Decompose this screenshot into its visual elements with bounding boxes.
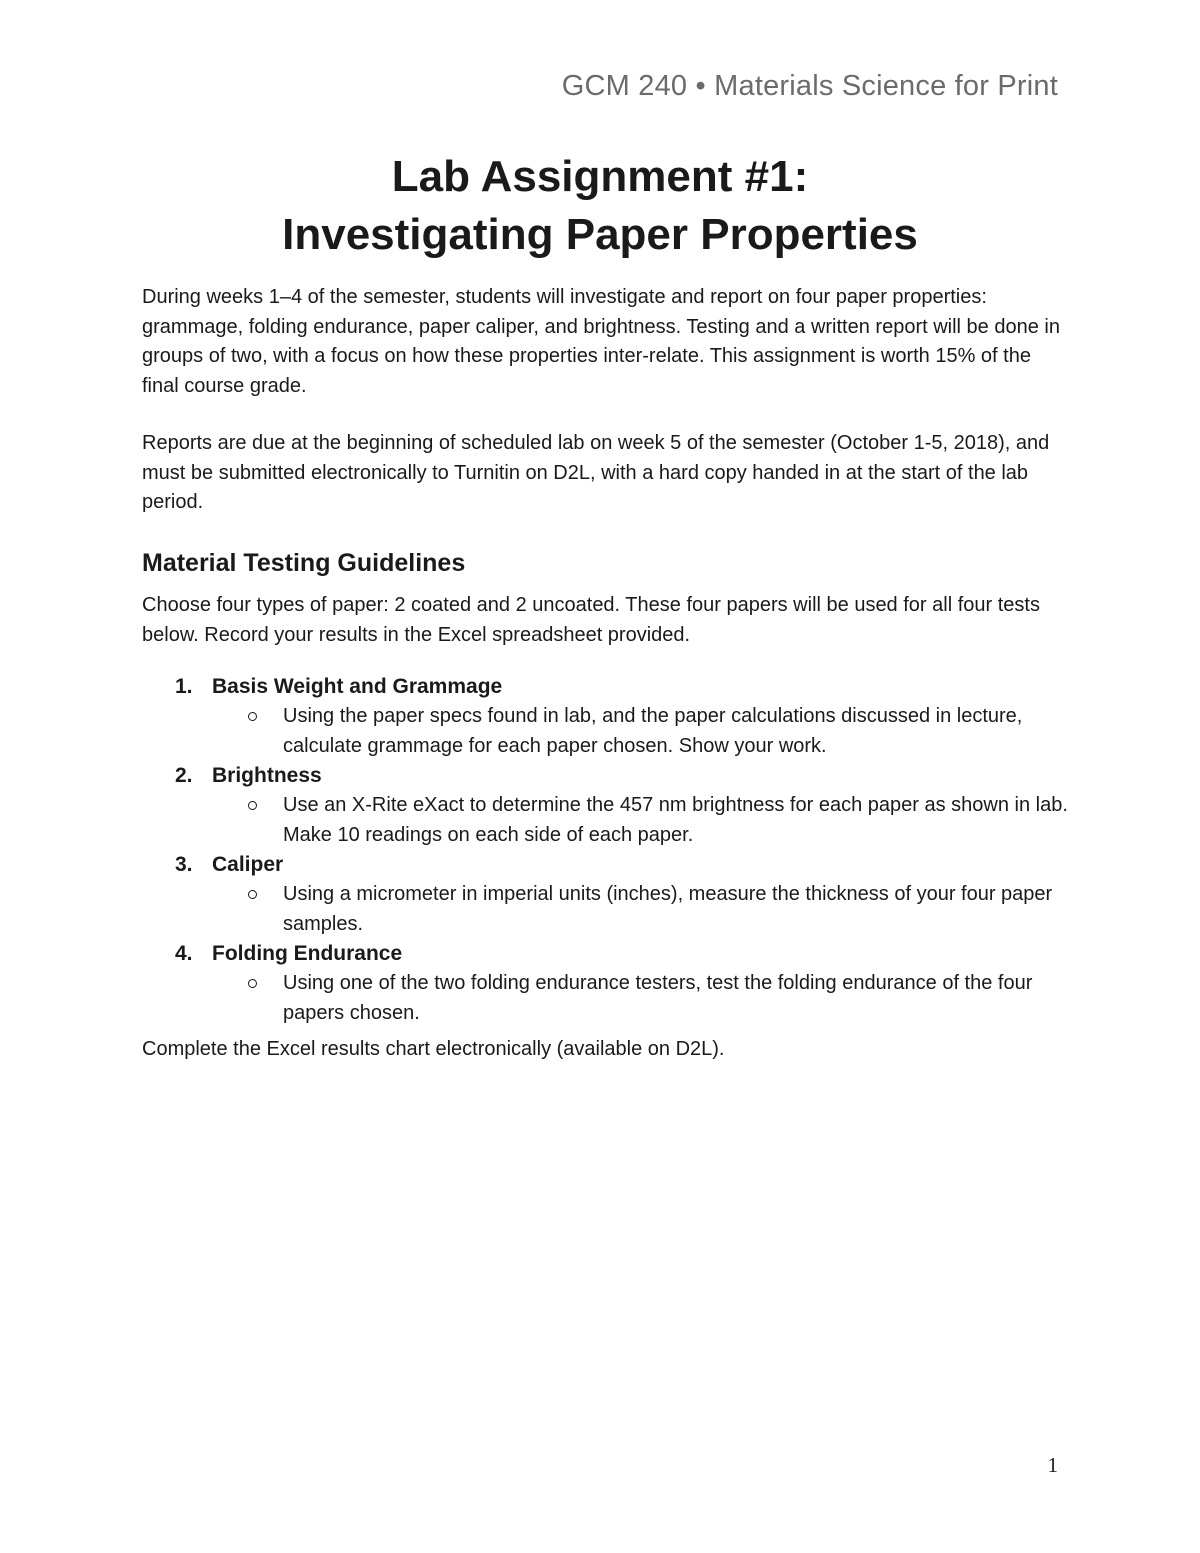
- list-item: [142, 939, 1082, 1028]
- page-number: 1: [1047, 1453, 1058, 1477]
- list-item-detail-text: Use an X-Rite eXact to determine the 457 nm brightness for each paper as shown in lab. Make 10 readings on each side of each paper.: [283, 794, 1068, 846]
- list-item-detail-text: Using one of the two folding endurance testers, test the folding endurance of the four papers chosen.: [283, 972, 1033, 1024]
- hollow-bullet-icon: [248, 979, 257, 988]
- title-block: [0, 148, 1200, 264]
- list-item-detail: [283, 791, 1073, 850]
- hollow-bullet-icon: [248, 801, 257, 810]
- closing-sentence: Complete the Excel results chart electronically (available on D2L).: [142, 1038, 725, 1060]
- intro-paragraph: During weeks 1–4 of the semester, students will investigate and report on four paper properties: grammage, folding endurance, paper caliper, and brightness. Testing and a written report will be done in groups of two, with a focus on how these properties inter-relate. This assignment is worth 15% of the final course grade.: [142, 286, 1060, 397]
- list-item-detail: [283, 880, 1073, 939]
- list-item-title: Brightness: [212, 764, 322, 787]
- list-item: [142, 672, 1082, 761]
- list-item-detail-text: Using the paper specs found in lab, and the paper calculations discussed in lecture, calculate grammage for each paper chosen. Show your work.: [283, 705, 1023, 757]
- title-line-2: Investigating Paper Properties: [282, 210, 918, 259]
- list-item-title: Basis Weight and Grammage: [212, 675, 503, 698]
- list-item-title: Folding Endurance: [212, 942, 403, 965]
- list-item-number: 3.: [175, 853, 193, 876]
- list-item-title: Caliper: [212, 853, 284, 876]
- hollow-bullet-icon: [248, 890, 257, 899]
- list-item-number: 4.: [175, 942, 193, 965]
- list-item-detail: [283, 969, 1073, 1028]
- choose-paper-paragraph: Choose four types of paper: 2 coated and 2 uncoated. These four papers will be used for all four tests below. Record your results in the Excel spreadsheet provided.: [142, 594, 1040, 646]
- running-header: GCM 240 • Materials Science for Print: [561, 70, 1058, 102]
- hollow-bullet-icon: [248, 712, 257, 721]
- list-item-detail: [283, 702, 1073, 761]
- list-item-detail-text: Using a micrometer in imperial units (inches), measure the thickness of your four paper samples.: [283, 883, 1053, 935]
- list-item-number: 1.: [175, 675, 193, 698]
- list-item: [142, 761, 1082, 850]
- due-date-paragraph: Reports are due at the beginning of scheduled lab on week 5 of the semester (October 1-5, 2018), and must be submitted electronically to Turnitin on D2L, with a hard copy handed in at the start of the lab period.: [142, 432, 1050, 513]
- list-item: [142, 850, 1082, 939]
- title-line-1: Lab Assignment #1:: [391, 152, 809, 201]
- section-heading: Material Testing Guidelines: [142, 549, 466, 577]
- list-item-number: 2.: [175, 764, 193, 787]
- testing-list: [142, 672, 1082, 1028]
